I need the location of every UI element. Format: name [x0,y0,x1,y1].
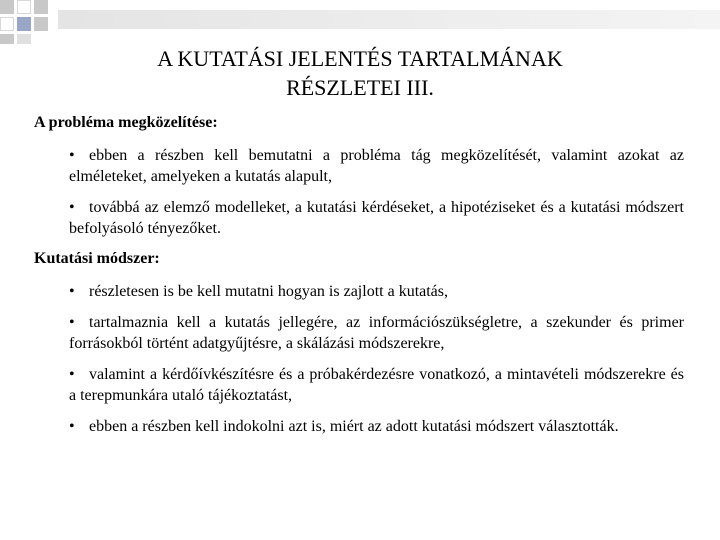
corner-square [17,17,31,31]
bullet-item [69,145,684,187]
bullet-text: ebben a részben kell indokolni azt is, miért az adott kutatási módszert választották. [89,418,619,435]
bullet-icon: • [69,314,75,331]
bullet-icon: • [69,199,75,216]
bullet-item [69,197,684,239]
bullet-icon: • [69,147,75,164]
slide-title: A KUTATÁSI JELENTÉS TARTALMÁNAK RÉSZLETEI III. [157,46,563,100]
top-band [58,10,720,29]
bullet-icon: • [69,366,75,383]
bullet-item [69,312,684,354]
decorative-corner-squares [0,0,720,44]
corner-square [0,0,14,14]
corner-square [34,0,48,14]
bullet-item [69,416,684,437]
section-heading-method: Kutatási módszer: [34,250,160,267]
bullet-icon: • [69,418,75,435]
slide-content [34,113,684,447]
corner-square [0,34,14,44]
corner-square [17,0,31,14]
bullet-text: továbbá az elemző modelleket, a kutatási kérdéseket, a hipotéziseket és a kutatási módszert befolyásoló tényezőket. [69,199,684,237]
section-heading-approach: A probléma megközelítése: [34,114,218,131]
bullet-text: ebben a részben kell bemutatni a probléma tág megközelítését, valamint azokat az elméleteket, amelyeken a kutatás alapult, [69,147,684,185]
bullet-text: tartalmaznia kell a kutatás jellegére, az információszükségletre, a szekunder és primer forrásokból történt adatgyűjtésre, a skálázási módszerekre, [69,314,684,352]
corner-square [17,34,31,44]
corner-square [34,17,48,31]
corner-square [0,17,14,31]
bullet-text: részletesen is be kell mutatni hogyan is zajlott a kutatás, [89,283,449,300]
bullet-text: valamint a kérdőívkészítésre és a próbakérdezésre vonatkozó, a mintavételi módszerekre és a terepmunkára utaló tájékoztatást, [69,366,684,404]
bullet-icon: • [69,283,75,300]
bullet-item [69,281,684,302]
bullet-item [69,364,684,406]
